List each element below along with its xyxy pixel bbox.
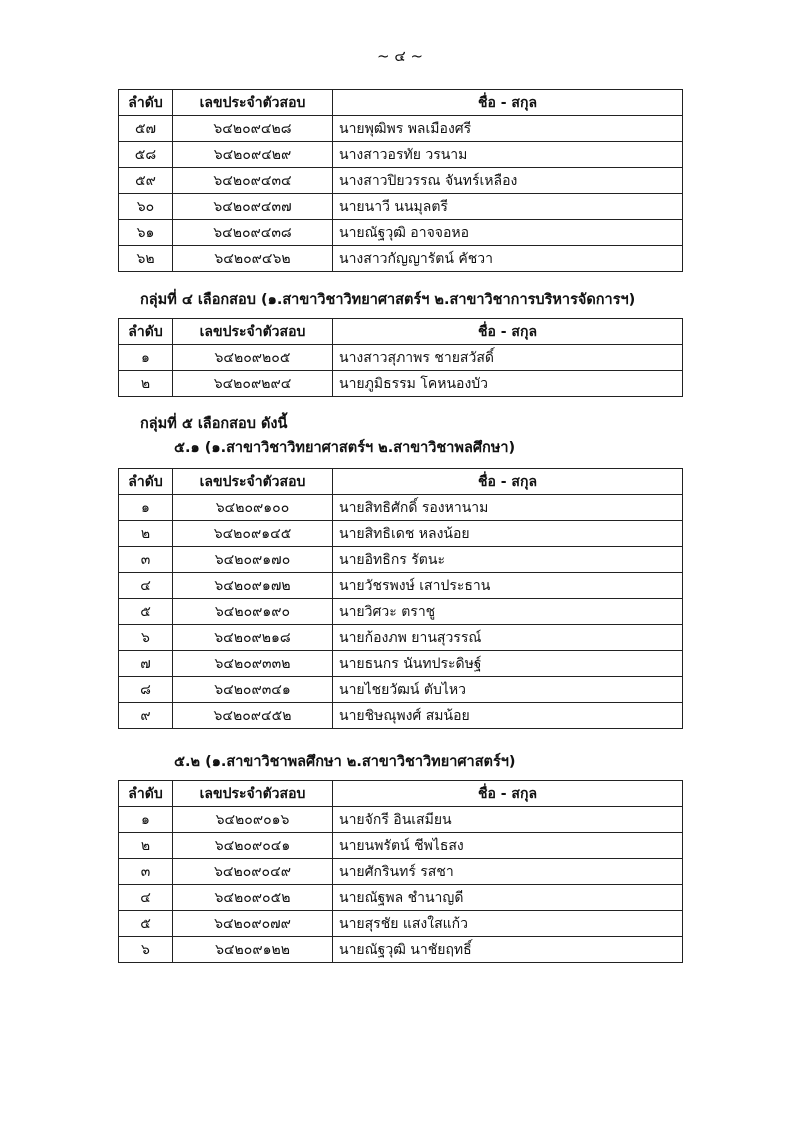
table-row bbox=[119, 651, 683, 677]
order-cell: ๗ bbox=[119, 651, 173, 677]
exam-id-cell: ๖๔๒๐๙๐๕๒ bbox=[173, 885, 333, 911]
header-fullname: ชื่อ - สกุล bbox=[333, 319, 683, 345]
table-row bbox=[119, 521, 683, 547]
exam-id-cell: ๖๔๒๐๙๔๖๒ bbox=[173, 246, 333, 272]
order-cell: ๓ bbox=[119, 547, 173, 573]
exam-id-cell: ๖๔๒๐๙๐๔๙ bbox=[173, 859, 333, 885]
table-row bbox=[119, 345, 683, 371]
order-cell: ๖๑ bbox=[119, 220, 173, 246]
exam-id-cell: ๖๔๒๐๙๐๔๑ bbox=[173, 833, 333, 859]
fullname-cell: นายณัฐพล ชำนาญดี bbox=[333, 885, 683, 911]
order-cell: ๕ bbox=[119, 599, 173, 625]
table-row bbox=[119, 599, 683, 625]
exam-id-cell: ๖๔๒๐๙๒๑๘ bbox=[173, 625, 333, 651]
order-cell: ๔ bbox=[119, 573, 173, 599]
exam-id-cell: ๖๔๒๐๙๔๒๘ bbox=[173, 116, 333, 142]
group5-1-heading: ๕.๑ (๑.สาขาวิชาวิทยาศาสตร์ฯ ๒.สาขาวิชาพลศึกษา) bbox=[174, 440, 516, 456]
exam-id-cell: ๖๔๒๐๙๑๔๕ bbox=[173, 521, 333, 547]
order-cell: ๕๙ bbox=[119, 168, 173, 194]
order-cell: ๕๗ bbox=[119, 116, 173, 142]
table-group5-2 bbox=[118, 780, 683, 963]
table-row bbox=[119, 547, 683, 573]
table-row bbox=[119, 220, 683, 246]
order-cell: ๘ bbox=[119, 677, 173, 703]
header-fullname: ชื่อ - สกุล bbox=[333, 90, 683, 116]
fullname-cell: นางสาวสุภาพร ชายสวัสดิ์ bbox=[333, 345, 683, 371]
fullname-cell: นายจักรี อินเสมียน bbox=[333, 807, 683, 833]
table-header-row bbox=[119, 469, 683, 495]
header-exam-id: เลขประจำตัวสอบ bbox=[173, 469, 333, 495]
table-row bbox=[119, 573, 683, 599]
fullname-cell: นายภูมิธรรม โคหนองบัว bbox=[333, 371, 683, 397]
exam-id-cell: ๖๔๒๐๙๑๒๒ bbox=[173, 937, 333, 963]
order-cell: ๖ bbox=[119, 625, 173, 651]
exam-id-cell: ๖๔๒๐๙๑๗๒ bbox=[173, 573, 333, 599]
exam-id-cell: ๖๔๒๐๙๑๐๐ bbox=[173, 495, 333, 521]
table-row bbox=[119, 937, 683, 963]
exam-id-cell: ๖๔๒๐๙๓๓๒ bbox=[173, 651, 333, 677]
header-order: ลำดับ bbox=[119, 90, 173, 116]
table-row bbox=[119, 116, 683, 142]
table-row bbox=[119, 246, 683, 272]
table-row bbox=[119, 677, 683, 703]
table-row bbox=[119, 703, 683, 729]
header-exam-id: เลขประจำตัวสอบ bbox=[173, 90, 333, 116]
fullname-cell: นายณัฐวุฒิ นาชัยฤทธิ์ bbox=[333, 937, 683, 963]
header-exam-id: เลขประจำตัวสอบ bbox=[173, 319, 333, 345]
exam-id-cell: ๖๔๒๐๙๔๒๙ bbox=[173, 142, 333, 168]
fullname-cell: นายสิทธิเดช หลงน้อย bbox=[333, 521, 683, 547]
table-group4 bbox=[118, 318, 683, 397]
table-row bbox=[119, 833, 683, 859]
order-cell: ๑ bbox=[119, 495, 173, 521]
fullname-cell: นายสุรชัย แสงใสแก้ว bbox=[333, 911, 683, 937]
order-cell: ๖ bbox=[119, 937, 173, 963]
exam-id-cell: ๖๔๒๐๙๒๙๔ bbox=[173, 371, 333, 397]
fullname-cell: นายธนกร นันทประดิษฐ์ bbox=[333, 651, 683, 677]
fullname-cell: นายไชยวัฒน์ ตับไหว bbox=[333, 677, 683, 703]
table-row bbox=[119, 194, 683, 220]
fullname-cell: นายชิษณุพงศ์ สมน้อย bbox=[333, 703, 683, 729]
order-cell: ๔ bbox=[119, 885, 173, 911]
order-cell: ๓ bbox=[119, 859, 173, 885]
table-group3-continued bbox=[118, 89, 683, 272]
fullname-cell: นายนพรัตน์ ชีพไธสง bbox=[333, 833, 683, 859]
table-header-row bbox=[119, 319, 683, 345]
exam-id-cell: ๖๔๒๐๙๔๕๒ bbox=[173, 703, 333, 729]
table-row bbox=[119, 142, 683, 168]
table-row bbox=[119, 168, 683, 194]
header-exam-id: เลขประจำตัวสอบ bbox=[173, 781, 333, 807]
exam-id-cell: ๖๔๒๐๙๐๗๙ bbox=[173, 911, 333, 937]
order-cell: ๒ bbox=[119, 833, 173, 859]
order-cell: ๖๒ bbox=[119, 246, 173, 272]
fullname-cell: นายพุฒิพร พลเมืองศรี bbox=[333, 116, 683, 142]
exam-id-cell: ๖๔๒๐๙๓๔๑ bbox=[173, 677, 333, 703]
order-cell: ๒ bbox=[119, 371, 173, 397]
fullname-cell: นางสาวกัญญารัตน์ คัชวา bbox=[333, 246, 683, 272]
table-row bbox=[119, 495, 683, 521]
order-cell: ๕๘ bbox=[119, 142, 173, 168]
exam-id-cell: ๖๔๒๐๙๔๓๗ bbox=[173, 194, 333, 220]
group5-2-heading: ๕.๒ (๑.สาขาวิชาพลศึกษา ๒.สาขาวิชาวิทยาศาสตร์ฯ) bbox=[174, 754, 516, 770]
header-order: ลำดับ bbox=[119, 319, 173, 345]
order-cell: ๙ bbox=[119, 703, 173, 729]
fullname-cell: นายสิทธิศักดิ์ รองหานาม bbox=[333, 495, 683, 521]
table-row bbox=[119, 885, 683, 911]
fullname-cell: นายณัฐวุฒิ อาจจอหอ bbox=[333, 220, 683, 246]
fullname-cell: นายศักรินทร์ รสชา bbox=[333, 859, 683, 885]
fullname-cell: นางสาวปิยวรรณ จันทร์เหลือง bbox=[333, 168, 683, 194]
order-cell: ๒ bbox=[119, 521, 173, 547]
table-row bbox=[119, 371, 683, 397]
fullname-cell: นางสาวอรทัย วรนาม bbox=[333, 142, 683, 168]
order-cell: ๖๐ bbox=[119, 194, 173, 220]
fullname-cell: นายอิทธิกร รัตนะ bbox=[333, 547, 683, 573]
fullname-cell: นายนาวี นนมุลตรี bbox=[333, 194, 683, 220]
exam-id-cell: ๖๔๒๐๙๒๐๕ bbox=[173, 345, 333, 371]
exam-id-cell: ๖๔๒๐๙๔๓๘ bbox=[173, 220, 333, 246]
fullname-cell: นายวิศวะ ตราชู bbox=[333, 599, 683, 625]
fullname-cell: นายวัชรพงษ์ เสาประธาน bbox=[333, 573, 683, 599]
order-cell: ๕ bbox=[119, 911, 173, 937]
header-fullname: ชื่อ - สกุล bbox=[333, 781, 683, 807]
table-row bbox=[119, 911, 683, 937]
table-row bbox=[119, 625, 683, 651]
header-fullname: ชื่อ - สกุล bbox=[333, 469, 683, 495]
header-order: ลำดับ bbox=[119, 469, 173, 495]
exam-id-cell: ๖๔๒๐๙๐๑๖ bbox=[173, 807, 333, 833]
table-row bbox=[119, 807, 683, 833]
fullname-cell: นายก้องภพ ยานสุวรรณ์ bbox=[333, 625, 683, 651]
exam-id-cell: ๖๔๒๐๙๑๗๐ bbox=[173, 547, 333, 573]
table-row bbox=[119, 859, 683, 885]
exam-id-cell: ๖๔๒๐๙๑๙๐ bbox=[173, 599, 333, 625]
page-number: ~ ๔ ~ bbox=[376, 47, 424, 65]
order-cell: ๑ bbox=[119, 345, 173, 371]
order-cell: ๑ bbox=[119, 807, 173, 833]
exam-id-cell: ๖๔๒๐๙๔๓๔ bbox=[173, 168, 333, 194]
group5-heading: กลุ่มที่ ๕ เลือกสอบ ดังนี้ bbox=[140, 416, 288, 432]
table-header-row bbox=[119, 90, 683, 116]
header-order: ลำดับ bbox=[119, 781, 173, 807]
table-group5-1 bbox=[118, 468, 683, 729]
group4-heading: กลุ่มที่ ๔ เลือกสอบ (๑.สาขาวิชาวิทยาศาสตร์ฯ ๒.สาขาวิชาการบริหารจัดการฯ) bbox=[140, 292, 636, 308]
table-header-row bbox=[119, 781, 683, 807]
